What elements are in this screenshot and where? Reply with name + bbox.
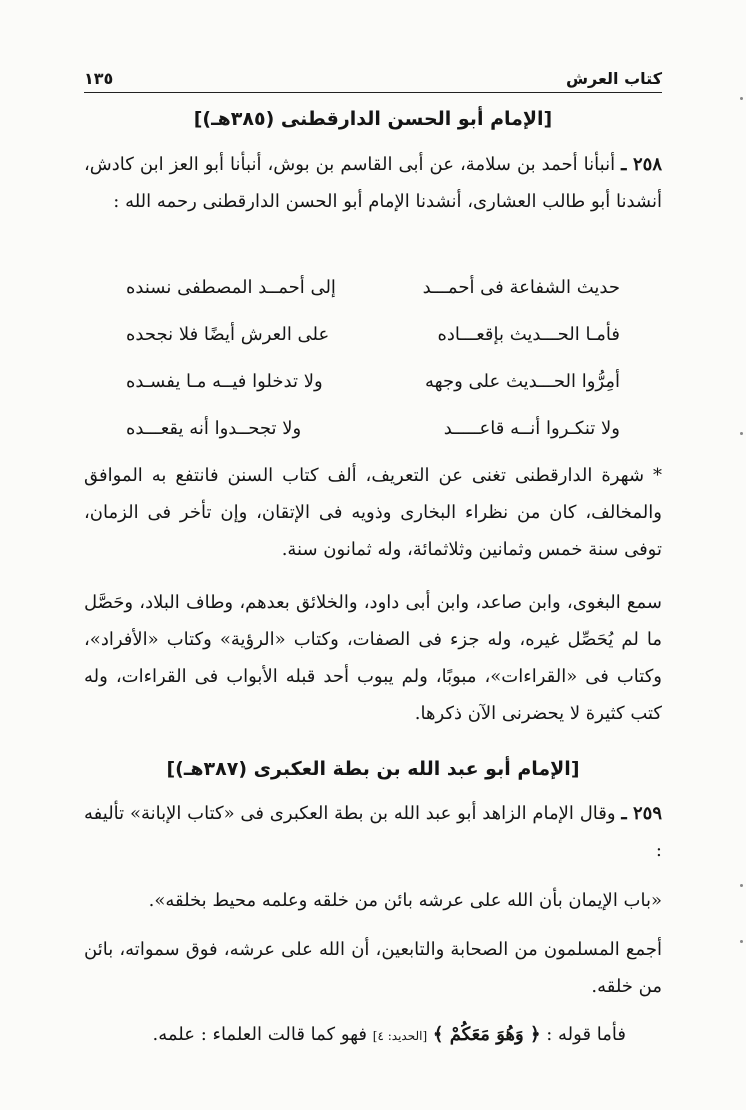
entry-259-text <box>84 795 662 869</box>
biography-note-2 <box>84 584 662 732</box>
section-heading-ibn-batta: [الإمام أبو عبد الله بن بطة العكبرى (٣٨٧هـ)] <box>166 758 580 780</box>
entry-number: ٢٥٩ ـ <box>621 803 662 824</box>
quote-block <box>84 882 662 919</box>
book-title: كتاب العرش <box>565 69 662 88</box>
entry-intro: وقال الإمام الزاهد أبو عبد الله بن بطة العكبرى فى «كتاب الإبانة» تأليفه : <box>84 803 662 861</box>
section-heading-daraqutni: [الإمام أبو الحسن الدارقطنى (٣٨٥هـ)] <box>193 108 553 130</box>
verse-first-hemistich: ولا تنكـروا أنــه قاعـــــد <box>443 418 620 439</box>
scan-speck <box>740 97 743 100</box>
quote-text: «باب الإيمان بأن الله على عرشه بائن من خلقه وعلمه محيط بخلقه». <box>148 890 662 911</box>
scan-speck <box>740 884 743 887</box>
entry-intro: أنبأنا أحمد بن سلامة، عن أبى القاسم بن بوش، أنبأنا أبو العز ابن كادش، أنشدنا أبو طالب العشارى، أنشدنا الإمام أبو الحسن الدارقطنى رحمه الله : <box>84 154 662 212</box>
ayah-line <box>84 1016 626 1055</box>
ayah-prefix: فأما قوله : <box>546 1024 626 1045</box>
verse-second-hemistich: إلى أحمــد المصطفى نسنده <box>126 277 336 298</box>
biography-note <box>84 457 662 568</box>
scan-speck <box>740 940 743 943</box>
poem <box>126 264 620 452</box>
verse-4 <box>126 405 620 452</box>
verse-second-hemistich: ولا تجحــدوا أنه يقعـــده <box>126 418 302 439</box>
ayah-reference: [الحديد: ٤] <box>372 1029 428 1043</box>
verse-second-hemistich: على العرش أيضًا فلا نجحده <box>126 324 330 345</box>
quran-ayah: ﴿ وَهُوَ مَعَكُمْ ﴾ <box>432 1024 541 1045</box>
entry-258 <box>84 146 662 220</box>
biography-paragraph-1: * شهرة الدارقطنى تغنى عن التعريف، ألف كتاب السنن فانتفع به الموافق والمخالف، كان من نظراء البخارى وذويه فى الإتقان، وإن تأخر فى الزمان، توفى سنة خمس وثمانين وثلاثمائة، وله ثمانون سنة. <box>84 465 662 560</box>
entry-number: ٢٥٨ ـ <box>621 154 662 175</box>
page-number: ١٣٥ <box>84 69 114 88</box>
ayah-suffix: فهو كما قالت العلماء : علمه. <box>152 1024 368 1045</box>
scan-speck <box>740 432 743 435</box>
verse-3 <box>126 358 620 405</box>
consensus-text: أجمع المسلمون من الصحابة والتابعين، أن الله على عرشه، فوق سمواته، بائن من خلقه. <box>84 939 662 997</box>
running-header <box>84 58 662 93</box>
verse-1 <box>126 264 620 311</box>
entry-259 <box>84 795 662 869</box>
verse-2 <box>126 311 620 358</box>
last-line <box>84 1016 626 1055</box>
verse-first-hemistich: فأمـا الحـــديث بإقعـــاده <box>437 324 620 345</box>
verse-first-hemistich: أمِرُّوا الحـــديث على وجهه <box>425 371 620 392</box>
biography-paragraph-2: سمع البغوى، وابن صاعد، وابن أبى داود، والخلائق بعدهم، وطاف البلاد، وحَصَّل ما لم يُحَصِّل غيره، وله جزء فى الصفات، وكتاب «الرؤية» وكتاب «الأفراد»، وكتاب فى «القراءات»، مبوبًا، ولم يبوب أحد قبله الأبواب فى القراءات، وله كتب كثيرة لا يحضرنى الآن ذكرها. <box>84 592 662 724</box>
verse-second-hemistich: ولا تدخلوا فيــه مـا يفسـده <box>126 371 323 392</box>
consensus-block <box>84 931 662 1005</box>
verse-first-hemistich: حديث الشفاعة فى أحمـــد <box>422 277 620 298</box>
entry-258-text <box>84 146 662 220</box>
